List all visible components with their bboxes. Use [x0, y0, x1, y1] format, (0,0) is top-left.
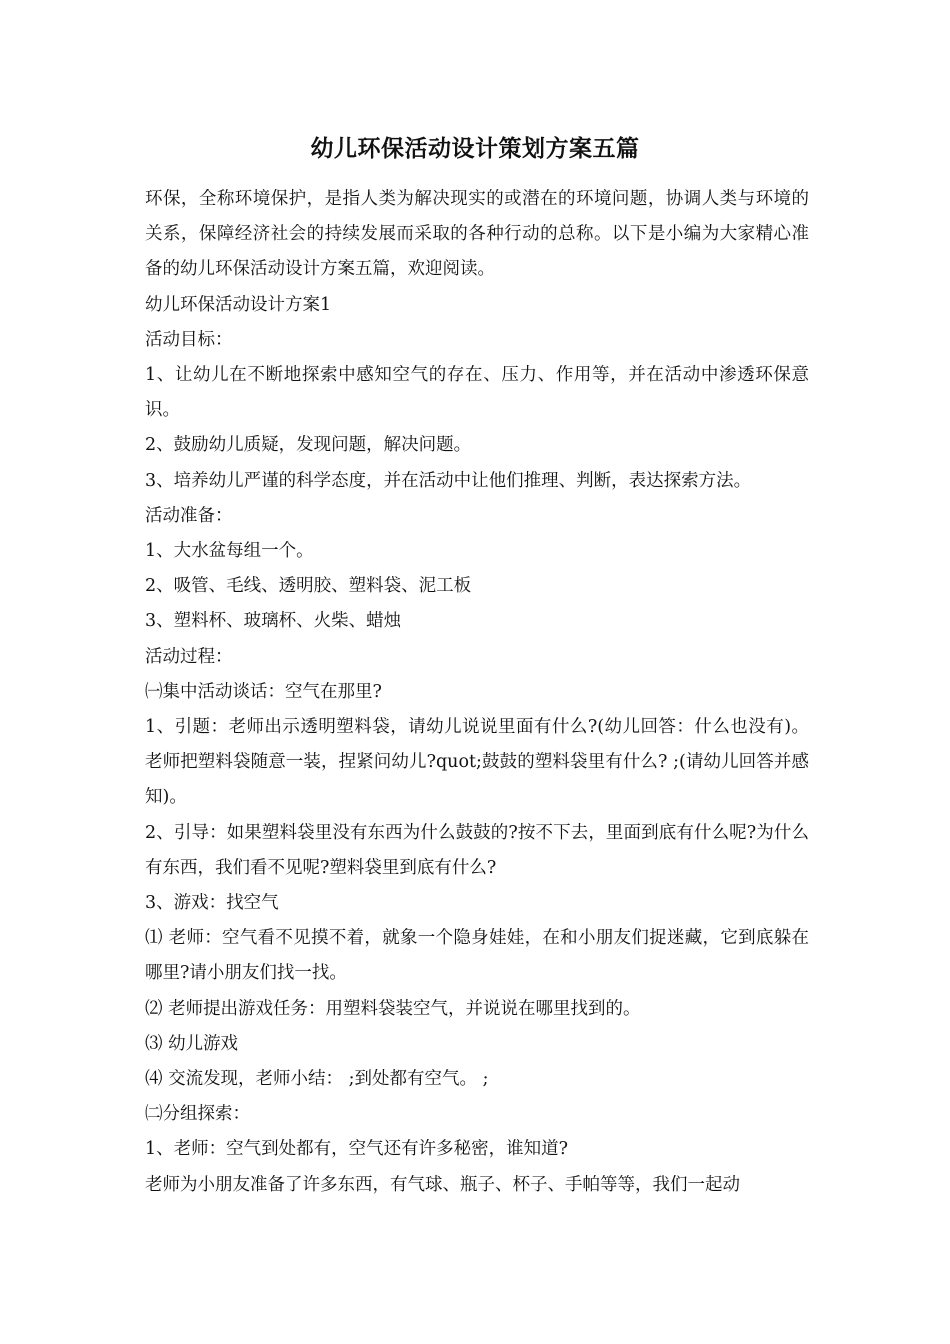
list-item: 1、老师：空气到处都有，空气还有许多秘密，谁知道?	[145, 1139, 569, 1160]
list-item: 3、培养幼儿严谨的科学态度，并在活动中让他们推理、判断，表达探索方法。	[145, 470, 752, 491]
process-step-heading: ㈠集中活动谈话：空气在那里?	[145, 681, 382, 702]
subheading-preparation: 活动准备：	[145, 505, 233, 526]
subheading-goals: 活动目标：	[145, 329, 233, 350]
list-item: 1、让幼儿在不断地探索中感知空气的存在、压力、作用等，并在活动中渗透环保意识。	[145, 365, 809, 421]
list-item: ⑷ 交流发现，老师小结： ;到处都有空气。 ;	[145, 1069, 489, 1090]
list-item: 2、吸管、毛线、透明胶、塑料袋、泥工板	[145, 576, 472, 597]
list-item: 1、引题：老师出示透明塑料袋，请幼儿说说里面有什么?(幼儿回答：什么也没有)。老师把塑料袋随意一装，捏紧问幼儿?quot;鼓鼓的塑料袋里有什么? ;(请幼儿回答并感知)。	[145, 717, 809, 808]
body-paragraph: 老师为小朋友准备了许多东西，有气球、瓶子、杯子、手帕等等，我们一起动	[145, 1174, 740, 1195]
document-title: 幼儿环保活动设计策划方案五篇	[310, 135, 640, 162]
list-item: 2、引导：如果塑料袋里没有东西为什么鼓鼓的?按不下去，里面到底有什么呢?为什么有东西，我们看不见呢?塑料袋里到底有什么?	[145, 822, 809, 878]
list-item: 3、游戏：找空气	[145, 893, 279, 914]
process-step-heading: ㈡分组探索：	[145, 1104, 250, 1125]
list-item: 2、鼓励幼儿质疑，发现问题，解决问题。	[145, 435, 472, 456]
document-body	[145, 182, 809, 1203]
intro-paragraph: 环保，全称环境保护，是指人类为解决现实的或潜在的环境问题，协调人类与环境的关系，保障经济社会的持续发展而采取的各种行动的总称。以下是小编为大家精心准备的幼儿环保活动设计方案五篇，欢迎阅读。	[145, 189, 809, 280]
list-item: ⑶ 幼儿游戏	[145, 1033, 239, 1054]
list-item: 3、塑料杯、玻璃杯、火柴、蜡烛	[145, 611, 402, 632]
list-item: ⑵ 老师提出游戏任务：用塑料袋装空气，并说说在哪里找到的。	[145, 998, 641, 1019]
subheading-process: 活动过程：	[145, 646, 233, 667]
list-item: ⑴ 老师：空气看不见摸不着，就象一个隐身娃娃，在和小朋友们捉迷藏，它到底躲在哪里?请小朋友们找一找。	[145, 928, 809, 984]
list-item: 1、大水盆每组一个。	[145, 541, 314, 562]
section-heading: 幼儿环保活动设计方案1	[145, 294, 332, 315]
